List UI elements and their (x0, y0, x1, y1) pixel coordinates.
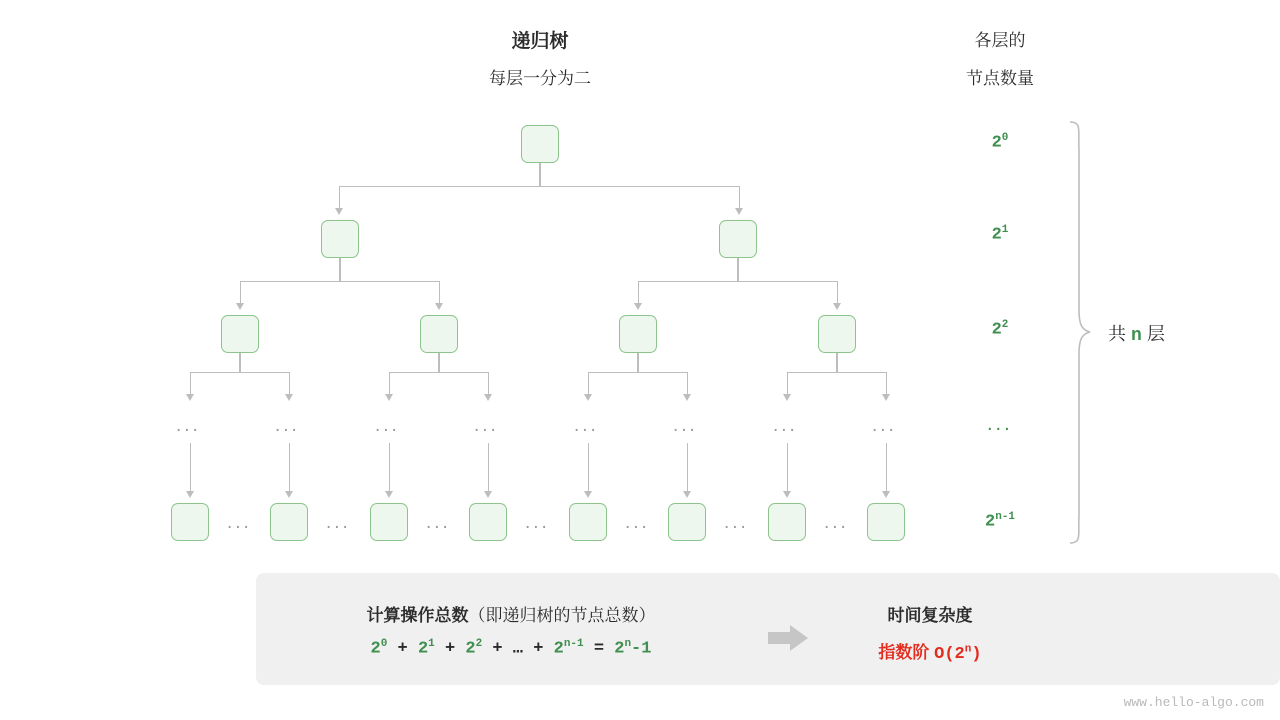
formula-term-4-base: 2 (553, 639, 564, 659)
tree-ellipsis-4: ... (574, 415, 599, 436)
arrow-l3-0 (186, 394, 194, 401)
level-count-4-base: 2 (984, 512, 996, 532)
level-count-0-base: 2 (991, 133, 1002, 153)
total-layers-n: n (1131, 326, 1142, 346)
connector-l1-drop-right (739, 186, 740, 210)
arrow-l3-6 (783, 394, 791, 401)
operations-total-title (256, 601, 766, 626)
arrow-l4-5 (683, 491, 691, 498)
tree-node-l4-1 (270, 503, 308, 541)
tree-node-l0-0 (521, 125, 559, 163)
connector-l1-drop-left (339, 186, 340, 210)
leaf-gap-dots-0: ... (227, 512, 252, 533)
tree-node-l1-1 (719, 220, 757, 258)
tree-node-l2-0 (221, 315, 259, 353)
level-count-0-exp: 0 (1001, 132, 1009, 144)
formula-plus-1: + (397, 639, 408, 659)
connector-l3-4-stem (588, 443, 589, 492)
page-subtitle: 每层一分为二 (489, 69, 591, 88)
arrow-l4-1 (285, 491, 293, 498)
arrow-l4-6 (783, 491, 791, 498)
connector-l3-drop-2 (389, 372, 390, 395)
tree-node-l4-0 (171, 503, 209, 541)
connector-l3-2-stem (389, 443, 390, 492)
formula-result-base: 2 (614, 639, 625, 659)
connector-l2-3-bar (787, 372, 887, 373)
tree-ellipsis-2: ... (375, 415, 400, 436)
connector-l3-drop-5 (687, 372, 688, 395)
connector-l2-drop-0 (240, 281, 241, 305)
brace-icon (1068, 120, 1098, 545)
level-count-0 (940, 132, 1060, 153)
operations-total-title-rest: （即递归树的节点总数） (468, 606, 656, 625)
connector-l3-drop-3 (488, 372, 489, 395)
leaf-gap-dots-6: ... (824, 512, 849, 533)
level-count-1-base: 2 (991, 225, 1002, 245)
tree-ellipsis-0: ... (176, 415, 201, 436)
time-complexity-exp: n (964, 643, 972, 656)
formula-plus-4: + (533, 639, 544, 659)
connector-l3-drop-7 (886, 372, 887, 395)
formula-term-1-exp: 0 (380, 638, 388, 650)
right-column-title-line2: 节点数量 (966, 69, 1034, 88)
operations-total-title-strong: 计算操作总数 (366, 606, 469, 625)
connector-l3-1-stem (289, 443, 290, 492)
arrow-l4-7 (882, 491, 890, 498)
connector-l2-drop-3 (837, 281, 838, 305)
time-complexity-title: 时间复杂度 (887, 606, 973, 625)
connector-l1-0-stem (339, 258, 340, 282)
arrow-l3-7 (882, 394, 890, 401)
formula-term-1-base: 2 (370, 639, 381, 659)
formula-term-2-base: 2 (417, 639, 429, 659)
right-column-title-line1: 各层的 (974, 31, 1026, 50)
level-count-2-exp: 2 (1001, 319, 1009, 331)
time-complexity-prefix: 指数阶 (878, 643, 930, 662)
page-title: 递归树 (511, 31, 569, 52)
leaf-gap-dots-3: ... (525, 512, 550, 533)
level-count-4-exp: n-1 (995, 511, 1015, 523)
tree-node-l4-2 (370, 503, 408, 541)
arrow-l1-left (335, 208, 343, 215)
level-count-1-exp: 1 (1001, 224, 1009, 236)
tree-node-l4-7 (867, 503, 905, 541)
arrow-l4-2 (385, 491, 393, 498)
arrow-l3-2 (385, 394, 393, 401)
arrow-l4-4 (584, 491, 592, 498)
tree-node-l2-3 (818, 315, 856, 353)
formula-result-tail: -1 (631, 639, 652, 659)
formula-plus-2: + (444, 639, 456, 659)
tree-node-l4-6 (768, 503, 806, 541)
level-count-2 (940, 319, 1060, 340)
leaf-gap-dots-1: ... (326, 512, 351, 533)
leaf-gap-dots-5: ... (724, 512, 749, 533)
time-complexity-close: ) (971, 645, 982, 664)
time-complexity-bigo: O(2 (934, 645, 965, 664)
tree-ellipsis-7: ... (872, 415, 897, 436)
level-count-1 (940, 224, 1060, 245)
connector-l2-0-stem (239, 353, 240, 373)
formula-plus-3: + (492, 639, 503, 659)
connector-l3-3-stem (488, 443, 489, 492)
arrow-l2-0 (236, 303, 244, 310)
tree-node-l1-0 (321, 220, 359, 258)
tree-node-l4-4 (569, 503, 607, 541)
formula-term-2-exp: 1 (428, 638, 435, 650)
connector-l1-1-stem (737, 258, 738, 282)
formula-middle-ellipsis: … (512, 639, 523, 659)
leaf-gap-dots-2: ... (426, 512, 451, 533)
connector-l2-drop-1 (439, 281, 440, 305)
connector-l1-1-bar (638, 281, 838, 282)
formula-result-exp: n (624, 638, 632, 650)
connector-l3-7-stem (886, 443, 887, 492)
arrow-l3-3 (484, 394, 492, 401)
leaf-gap-dots-4: ... (625, 512, 650, 533)
levels-brace (1068, 120, 1098, 550)
total-layers-suffix: 层 (1146, 324, 1165, 344)
total-layers-label (1108, 320, 1165, 346)
connector-l2-drop-2 (638, 281, 639, 305)
tree-ellipsis-3: ... (474, 415, 499, 436)
formula-term-3-base: 2 (465, 639, 476, 659)
tree-node-l2-1 (420, 315, 458, 353)
connector-l3-drop-6 (787, 372, 788, 395)
connector-l3-0-stem (190, 443, 191, 492)
level-count-3-ellipsis: ... (987, 413, 1013, 435)
time-complexity-value (800, 638, 1060, 664)
watermark: www.hello-algo.com (1123, 695, 1264, 710)
arrow-l3-1 (285, 394, 293, 401)
arrow-l1-right (735, 208, 743, 215)
tree-node-l4-5 (668, 503, 706, 541)
connector-l2-1-bar (389, 372, 489, 373)
tree-ellipsis-5: ... (673, 415, 698, 436)
connector-l2-1-stem (438, 353, 439, 373)
arrow-l4-0 (186, 491, 194, 498)
arrow-l2-2 (634, 303, 642, 310)
level-count-4 (940, 511, 1060, 532)
arrow-l4-3 (484, 491, 492, 498)
arrow-l3-4 (584, 394, 592, 401)
connector-l2-2-bar (588, 372, 688, 373)
total-layers-prefix: 共 (1108, 324, 1126, 344)
connector-l2-0-bar (190, 372, 290, 373)
tree-node-l4-3 (469, 503, 507, 541)
operations-formula (256, 638, 766, 659)
connector-l2-2-stem (637, 353, 638, 373)
arrow-l3-5 (683, 394, 691, 401)
formula-term-4-exp: n-1 (563, 638, 584, 650)
connector-l3-drop-1 (289, 372, 290, 395)
formula-term-3-exp: 2 (475, 638, 483, 650)
connector-l2-3-stem (836, 353, 837, 373)
formula-equals: = (593, 639, 605, 659)
tree-ellipsis-1: ... (275, 415, 300, 436)
connector-l0-stem (539, 163, 540, 187)
connector-l3-drop-0 (190, 372, 191, 395)
connector-l3-6-stem (787, 443, 788, 492)
tree-node-l2-2 (619, 315, 657, 353)
connector-l0-bar (339, 186, 740, 187)
connector-l3-drop-4 (588, 372, 589, 395)
arrow-l2-1 (435, 303, 443, 310)
connector-l3-5-stem (687, 443, 688, 492)
connector-l1-0-bar (240, 281, 440, 282)
level-count-2-base: 2 (991, 320, 1002, 340)
arrow-l2-3 (833, 303, 841, 310)
tree-ellipsis-6: ... (773, 415, 798, 436)
